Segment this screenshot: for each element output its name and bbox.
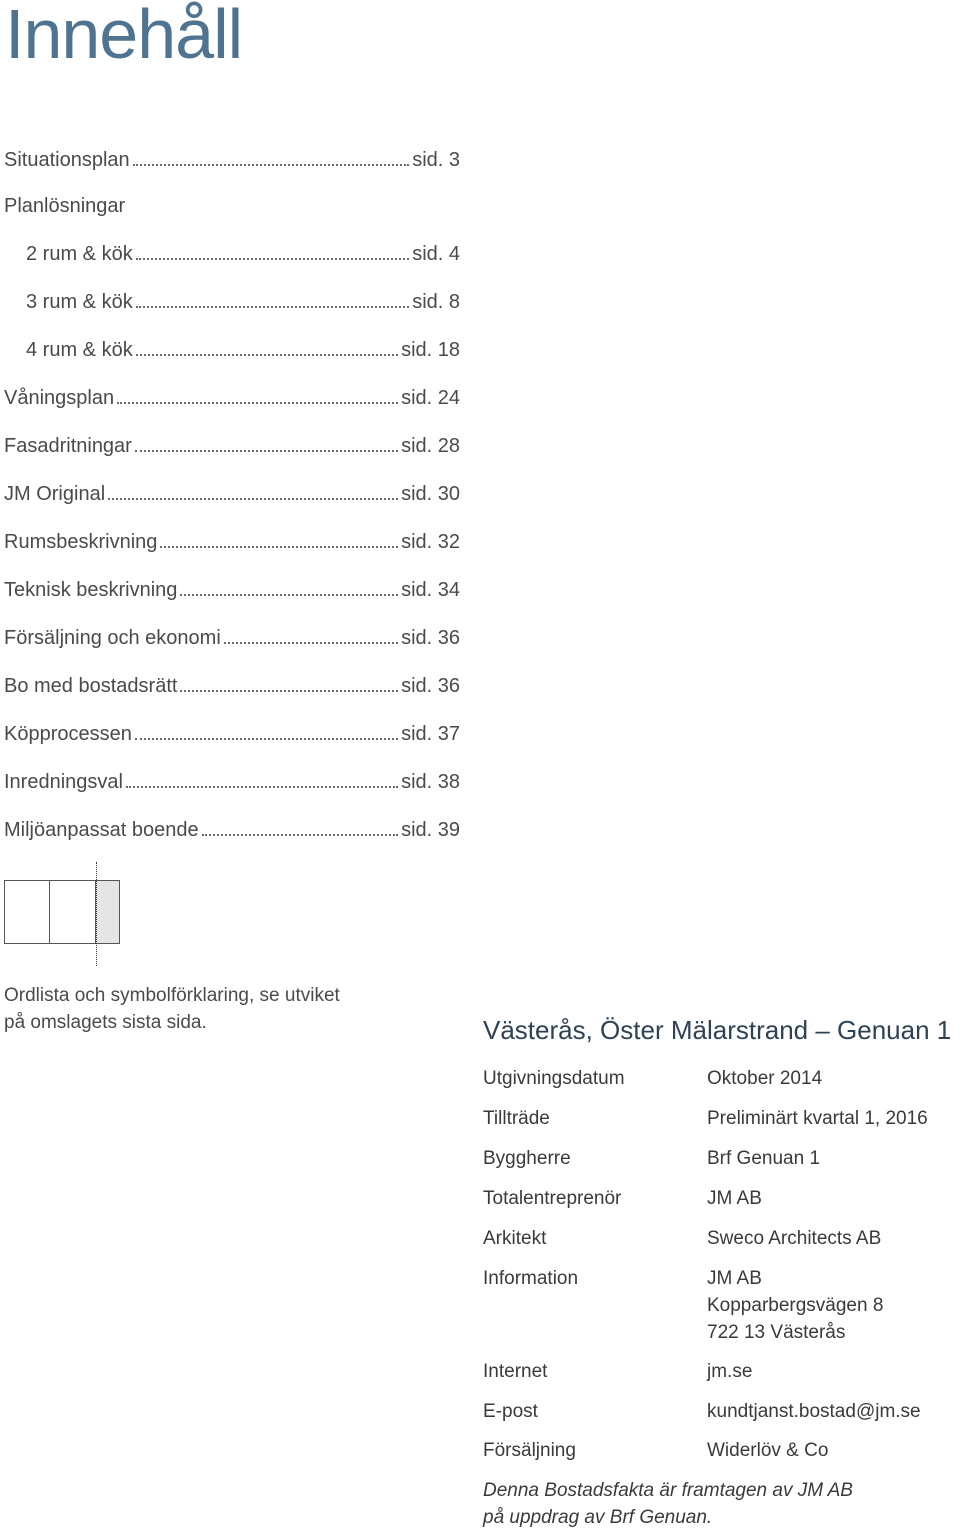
fold-note-line-1: Ordlista och symbolförklaring, se utviket (4, 985, 340, 1006)
toc-dot-leader (224, 642, 398, 644)
fact-value-line: 722 13 Västerås (707, 1322, 846, 1343)
toc-item (4, 796, 460, 844)
fact-value-line: Widerlöv & Co (707, 1440, 829, 1461)
fact-label: Totalentreprenör (483, 1188, 622, 1209)
toc-entry-label: 2 rum & kök (26, 243, 133, 265)
toc-page-number: sid. 38 (401, 771, 460, 793)
toc-entry-label: JM Original (4, 483, 106, 505)
toc-page-number: sid. 36 (401, 627, 460, 649)
fact-label: Byggherre (483, 1148, 571, 1169)
fact-label: Tillträde (483, 1108, 550, 1129)
fact-value (707, 1145, 960, 1172)
toc-page-number: sid. 34 (401, 579, 460, 601)
toc-dot-leader (160, 546, 398, 548)
toc-dot-leader (180, 594, 398, 596)
toc-dot-leader (136, 354, 398, 356)
fold-note (4, 982, 404, 1036)
toc-dot-leader (126, 786, 398, 788)
toc-entry-label: Situationsplan (4, 149, 130, 171)
toc-page-number: sid. 4 (412, 243, 460, 265)
fold-panel-middle (49, 880, 96, 944)
toc-page-number: sid. 36 (401, 675, 460, 697)
toc-item (4, 604, 460, 652)
fact-label: Information (483, 1268, 579, 1289)
fact-label: E-post (483, 1401, 538, 1422)
toc-page-number: sid. 24 (401, 387, 460, 409)
toc-dot-leader (133, 164, 410, 166)
toc-item (4, 748, 460, 796)
toc-page-number: sid. 30 (401, 483, 460, 505)
toc-page-number: sid. 8 (412, 291, 460, 313)
toc-item (4, 126, 460, 174)
fact-value-line: Preliminärt kvartal 1, 2016 (707, 1108, 928, 1129)
fact-value-line: kundtjanst.bostad@jm.se (707, 1401, 921, 1422)
fact-value (707, 1065, 960, 1092)
fact-value-line: Sweco Architects AB (707, 1228, 882, 1249)
footer-note (483, 1477, 853, 1531)
fact-row (483, 1105, 960, 1132)
toc-entry-label: Fasadritningar (4, 435, 132, 457)
toc-entry-label: Planlösningar (4, 195, 126, 217)
fact-value-line: JM AB (707, 1268, 762, 1289)
toc-entry-label: 3 rum & kök (26, 291, 133, 313)
toc-dot-leader (135, 450, 398, 452)
fact-row (483, 1185, 960, 1212)
toc-dot-leader (180, 690, 398, 692)
toc-item (4, 508, 460, 556)
toc-entry-label: Rumsbeskrivning (4, 531, 158, 553)
toc-dot-leader (202, 834, 398, 836)
fact-value (707, 1185, 960, 1212)
toc-dot-leader (136, 258, 409, 260)
table-of-contents (4, 126, 460, 844)
toc-item (4, 460, 460, 508)
toc-entry-label: Våningsplan (4, 387, 115, 409)
toc-entry-label: Teknisk beskrivning (4, 579, 178, 601)
fact-value-line: Kopparbergsvägen 8 (707, 1295, 884, 1316)
fold-line (96, 862, 97, 966)
toc-dot-leader (108, 498, 398, 500)
toc-page-number: sid. 32 (401, 531, 460, 553)
fact-value (707, 1398, 960, 1425)
footer-note-line-1: Denna Bostadsfakta är framtagen av JM AB (483, 1480, 853, 1501)
toc-page-number: sid. 3 (412, 149, 460, 171)
fact-value-line: Brf Genuan 1 (707, 1148, 821, 1169)
housing-facts (483, 1012, 960, 1461)
toc-entry-label: Köpprocessen (4, 723, 132, 745)
toc-entry-label: 4 rum & kök (26, 339, 133, 361)
toc-item (4, 364, 460, 412)
toc-page-number: sid. 39 (401, 819, 460, 841)
fact-row (483, 1145, 960, 1172)
toc-page-number: sid. 18 (401, 339, 460, 361)
fact-row (483, 1225, 960, 1252)
fold-out-diagram (4, 862, 122, 966)
toc-item (4, 412, 460, 460)
toc-entry-label: Försäljning och ekonomi (4, 627, 221, 649)
toc-page-number: sid. 37 (401, 723, 460, 745)
fact-value (707, 1437, 960, 1464)
fact-value (707, 1105, 960, 1132)
toc-dot-leader (136, 306, 409, 308)
fact-value (707, 1225, 960, 1252)
toc-item (4, 268, 460, 316)
fact-value (707, 1265, 960, 1346)
fact-value-line: jm.se (707, 1361, 753, 1382)
fact-label: Försäljning (483, 1440, 576, 1461)
toc-entry-label: Bo med bostadsrätt (4, 675, 178, 697)
toc-item (4, 556, 460, 604)
toc-item (4, 316, 460, 364)
toc-item (4, 220, 460, 268)
page-title: Innehåll (5, 0, 243, 73)
fact-label: Utgivningsdatum (483, 1068, 625, 1089)
toc-dot-leader (117, 402, 398, 404)
fold-panel-left (4, 880, 50, 944)
toc-item (4, 652, 460, 700)
toc-item (4, 174, 460, 220)
fact-row (483, 1437, 960, 1464)
fact-value (707, 1358, 960, 1385)
toc-item (4, 700, 460, 748)
fold-panel-foldout (95, 880, 120, 944)
fact-label: Internet (483, 1361, 548, 1382)
fact-row (483, 1358, 960, 1385)
toc-entry-label: Miljöanpassat boende (4, 819, 199, 841)
fact-value-line: JM AB (707, 1188, 762, 1209)
fold-note-line-2: på omslagets sista sida. (4, 1012, 207, 1033)
toc-entry-label: Inredningsval (4, 771, 123, 793)
facts-title: Västerås, Öster Mälarstrand – Genuan 1 (483, 1015, 952, 1045)
fact-row (483, 1398, 960, 1425)
fact-label: Arkitekt (483, 1228, 547, 1249)
fact-value-line: Oktober 2014 (707, 1068, 823, 1089)
footer-note-line-2: på uppdrag av Brf Genuan. (483, 1507, 713, 1528)
fact-row (483, 1065, 960, 1092)
fact-row (483, 1265, 960, 1346)
toc-page-number: sid. 28 (401, 435, 460, 457)
toc-dot-leader (135, 738, 398, 740)
